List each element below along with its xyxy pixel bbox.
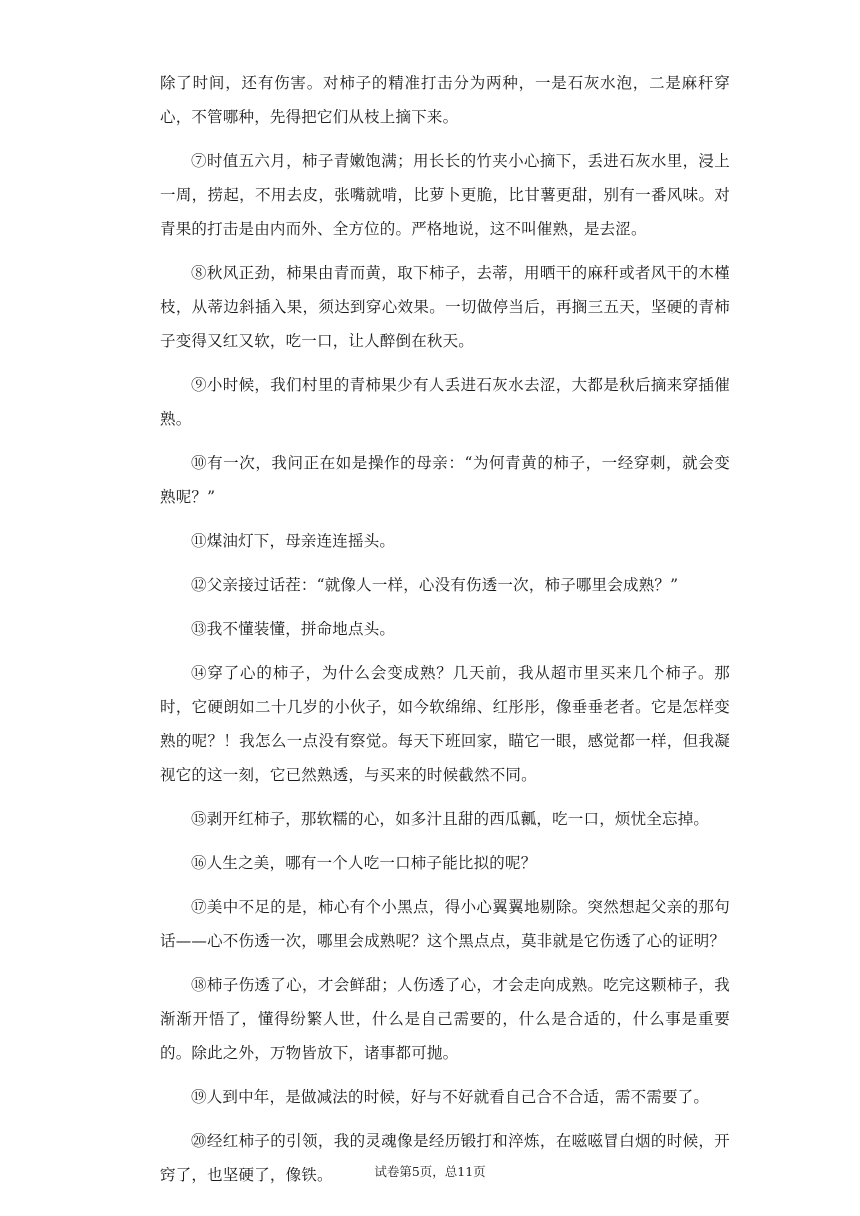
paragraph-11: ⑪煤油灯下，母亲连连摇头。 bbox=[191, 532, 396, 550]
paragraph-18: ⑱柿子伤透了心，才会鲜甜；人伤透了心，才会走向成熟。吃完这颗柿子，我渐渐开悟了，懂得纷繁人世，什么是自己需要的，什么是合适的，什么事是重要的。除此之外，万物皆放下，诸事都可抛。 bbox=[160, 976, 730, 1062]
document-body bbox=[160, 66, 730, 1202]
paragraph-8: ⑧秋风正劲，柿果由青而黄，取下柿子，去蒂，用晒干的麻秆或者风干的木槿枝，从蒂边斜插入果，须达到穿心效果。一切做停当后，再搁三五天，坚硬的青柿子变得又红又软，吃一口，让人醉倒在秋天。 bbox=[160, 264, 730, 350]
paragraph-10: ⑩有一次，我问正在如是操作的母亲：“为何青黄的柿子，一经穿刺，就会变熟呢？” bbox=[160, 454, 730, 506]
paragraph-12: ⑫父亲接过话茬：“就像人一样，心没有伤透一次，柿子哪里会成熟？” bbox=[191, 576, 679, 594]
paragraph-15: ⑮剥开红柿子，那软糯的心，如多汁且甜的西瓜瓤，吃一口，烦忧全忘掉。 bbox=[191, 810, 710, 828]
paragraph-9: ⑨小时候，我们村里的青柿果少有人丢进石灰水去涩，大都是秋后摘来穿插催熟。 bbox=[160, 376, 730, 428]
paragraph-13: ⑬我不懂装懂，拼命地点头。 bbox=[191, 620, 396, 638]
paragraph-16: ⑯人生之美，哪有一个人吃一口柿子能比拟的呢？ bbox=[191, 854, 537, 872]
paragraph-continued: 除了时间，还有伤害。对柿子的精准打击分为两种，一是石灰水泡，二是麻秆穿心，不管哪种，先得把它们从枝上摘下来。 bbox=[160, 74, 730, 126]
paragraph-7: ⑦时值五六月，柿子青嫩饱满；用长长的竹夹小心摘下，丢进石灰水里，浸上一周，捞起，不用去皮，张嘴就啃，比萝卜更脆，比甘薯更甜，别有一番风味。对青果的打击是由内而外、全方位的。严格地说，这不叫催熟，是去涩。 bbox=[160, 152, 730, 238]
paragraph-19: ⑲人到中年，是做减法的时候，好与不好就看自己合不合适，需不需要了。 bbox=[191, 1088, 710, 1106]
paragraph-17: ⑰美中不足的是，柿心有个小黑点，得小心翼翼地剔除。突然想起父亲的那句话——心不伤透一次，哪里会成熟呢？这个黑点点，莫非就是它伤透了心的证明？ bbox=[160, 898, 730, 950]
page-footer: 试卷第5页，总11页 bbox=[374, 1164, 486, 1179]
paragraph-20: ⑳经红柿子的引领，我的灵魂像是经历锻打和淬炼，在嗞嗞冒白烟的时候，开窍了，也坚硬了，像铁。 bbox=[160, 1132, 730, 1184]
paragraph-14: ⑭穿了心的柿子，为什么会变成熟？几天前，我从超市里买来几个柿子。那时，它硬朗如二十几岁的小伙子，如今软绵绵、红彤彤，像垂垂老者。它是怎样变熟的呢？！我怎么一点没有察觉。每天下班回家，瞄它一眼，感觉都一样，但我凝视它的这一刻，它已然熟透，与买来的时候截然不同。 bbox=[160, 664, 730, 784]
